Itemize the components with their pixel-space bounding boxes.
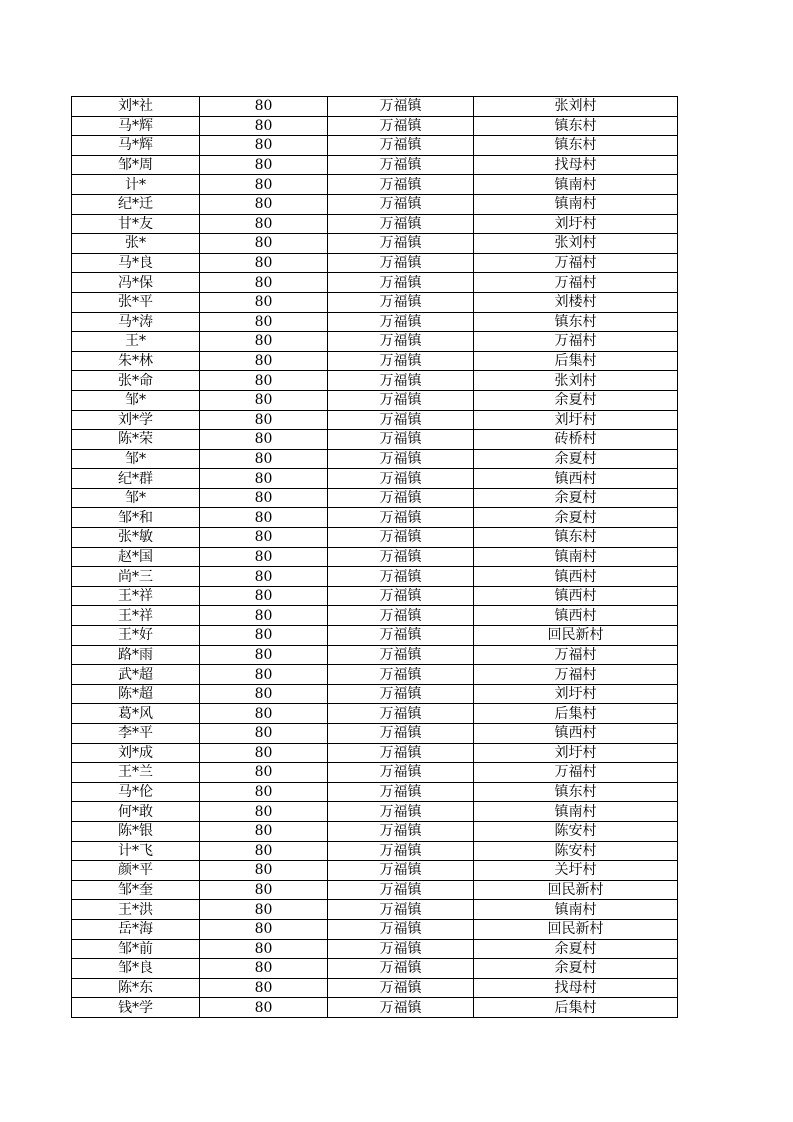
table-row xyxy=(72,763,678,783)
table-row xyxy=(72,978,678,998)
town-cell: 万福镇 xyxy=(328,528,474,548)
name-cell: 张*命 xyxy=(72,371,200,391)
amount-cell: 80 xyxy=(200,763,328,783)
village-cell: 回民新村 xyxy=(474,626,678,646)
village-cell: 镇南村 xyxy=(474,802,678,822)
name-cell: 马*辉 xyxy=(72,136,200,156)
village-cell: 刘圩村 xyxy=(474,214,678,234)
town-cell: 万福镇 xyxy=(328,292,474,312)
village-cell: 张刘村 xyxy=(474,234,678,254)
name-cell: 王* xyxy=(72,332,200,352)
name-cell: 王*祥 xyxy=(72,586,200,606)
village-cell: 万福村 xyxy=(474,273,678,293)
village-cell: 镇西村 xyxy=(474,469,678,489)
village-cell: 刘圩村 xyxy=(474,743,678,763)
town-cell: 万福镇 xyxy=(328,547,474,567)
amount-cell: 80 xyxy=(200,626,328,646)
name-cell: 刘*社 xyxy=(72,97,200,117)
table-row xyxy=(72,704,678,724)
amount-cell: 80 xyxy=(200,704,328,724)
table-row xyxy=(72,880,678,900)
town-cell: 万福镇 xyxy=(328,253,474,273)
name-cell: 路*雨 xyxy=(72,645,200,665)
table-row xyxy=(72,567,678,587)
village-cell: 张刘村 xyxy=(474,97,678,117)
town-cell: 万福镇 xyxy=(328,841,474,861)
village-cell: 镇南村 xyxy=(474,547,678,567)
town-cell: 万福镇 xyxy=(328,645,474,665)
table-row xyxy=(72,155,678,175)
village-cell: 余夏村 xyxy=(474,390,678,410)
town-cell: 万福镇 xyxy=(328,626,474,646)
table-row xyxy=(72,312,678,332)
village-cell: 刘圩村 xyxy=(474,410,678,430)
table-row xyxy=(72,430,678,450)
name-cell: 邹*和 xyxy=(72,508,200,528)
amount-cell: 80 xyxy=(200,292,328,312)
village-cell: 镇西村 xyxy=(474,724,678,744)
name-cell: 钱*学 xyxy=(72,998,200,1018)
table-row xyxy=(72,488,678,508)
name-cell: 邹* xyxy=(72,390,200,410)
amount-cell: 80 xyxy=(200,488,328,508)
amount-cell: 80 xyxy=(200,802,328,822)
name-cell: 马*伦 xyxy=(72,782,200,802)
town-cell: 万福镇 xyxy=(328,332,474,352)
village-cell: 刘圩村 xyxy=(474,684,678,704)
amount-cell: 80 xyxy=(200,214,328,234)
village-cell: 后集村 xyxy=(474,704,678,724)
amount-cell: 80 xyxy=(200,547,328,567)
town-cell: 万福镇 xyxy=(328,959,474,979)
name-cell: 王*祥 xyxy=(72,606,200,626)
village-cell: 镇西村 xyxy=(474,567,678,587)
town-cell: 万福镇 xyxy=(328,724,474,744)
amount-cell: 80 xyxy=(200,449,328,469)
town-cell: 万福镇 xyxy=(328,351,474,371)
town-cell: 万福镇 xyxy=(328,488,474,508)
table-row xyxy=(72,959,678,979)
amount-cell: 80 xyxy=(200,665,328,685)
table-row xyxy=(72,782,678,802)
name-cell: 马*良 xyxy=(72,253,200,273)
name-cell: 邹* xyxy=(72,449,200,469)
amount-cell: 80 xyxy=(200,567,328,587)
amount-cell: 80 xyxy=(200,332,328,352)
name-cell: 邹*奎 xyxy=(72,880,200,900)
town-cell: 万福镇 xyxy=(328,978,474,998)
name-cell: 邹*前 xyxy=(72,939,200,959)
town-cell: 万福镇 xyxy=(328,861,474,881)
town-cell: 万福镇 xyxy=(328,116,474,136)
village-cell: 镇南村 xyxy=(474,900,678,920)
town-cell: 万福镇 xyxy=(328,919,474,939)
table-row xyxy=(72,97,678,117)
town-cell: 万福镇 xyxy=(328,763,474,783)
amount-cell: 80 xyxy=(200,97,328,117)
name-cell: 邹*周 xyxy=(72,155,200,175)
town-cell: 万福镇 xyxy=(328,998,474,1018)
table-row xyxy=(72,528,678,548)
amount-cell: 80 xyxy=(200,959,328,979)
amount-cell: 80 xyxy=(200,939,328,959)
village-cell: 后集村 xyxy=(474,998,678,1018)
name-cell: 陈*东 xyxy=(72,978,200,998)
town-cell: 万福镇 xyxy=(328,939,474,959)
village-cell: 余夏村 xyxy=(474,488,678,508)
village-cell: 找母村 xyxy=(474,155,678,175)
table-body xyxy=(72,97,678,1018)
village-cell: 余夏村 xyxy=(474,939,678,959)
name-cell: 李*平 xyxy=(72,724,200,744)
town-cell: 万福镇 xyxy=(328,97,474,117)
town-cell: 万福镇 xyxy=(328,665,474,685)
amount-cell: 80 xyxy=(200,253,328,273)
name-cell: 赵*国 xyxy=(72,547,200,567)
village-cell: 镇南村 xyxy=(474,194,678,214)
town-cell: 万福镇 xyxy=(328,821,474,841)
village-cell: 万福村 xyxy=(474,332,678,352)
village-cell: 镇东村 xyxy=(474,312,678,332)
village-cell: 镇南村 xyxy=(474,175,678,195)
amount-cell: 80 xyxy=(200,743,328,763)
village-cell: 镇东村 xyxy=(474,528,678,548)
amount-cell: 80 xyxy=(200,194,328,214)
amount-cell: 80 xyxy=(200,136,328,156)
table-row xyxy=(72,234,678,254)
village-cell: 镇西村 xyxy=(474,606,678,626)
table-row xyxy=(72,136,678,156)
town-cell: 万福镇 xyxy=(328,567,474,587)
name-cell: 邹* xyxy=(72,488,200,508)
village-cell: 余夏村 xyxy=(474,959,678,979)
table-row xyxy=(72,390,678,410)
amount-cell: 80 xyxy=(200,998,328,1018)
village-cell: 刘楼村 xyxy=(474,292,678,312)
amount-cell: 80 xyxy=(200,861,328,881)
table-row xyxy=(72,292,678,312)
town-cell: 万福镇 xyxy=(328,430,474,450)
table-row xyxy=(72,175,678,195)
town-cell: 万福镇 xyxy=(328,586,474,606)
town-cell: 万福镇 xyxy=(328,234,474,254)
town-cell: 万福镇 xyxy=(328,371,474,391)
name-cell: 何*敢 xyxy=(72,802,200,822)
table-row xyxy=(72,821,678,841)
table-row xyxy=(72,351,678,371)
name-cell: 邹*良 xyxy=(72,959,200,979)
town-cell: 万福镇 xyxy=(328,743,474,763)
town-cell: 万福镇 xyxy=(328,704,474,724)
town-cell: 万福镇 xyxy=(328,684,474,704)
amount-cell: 80 xyxy=(200,978,328,998)
table-row xyxy=(72,743,678,763)
table-row xyxy=(72,410,678,430)
amount-cell: 80 xyxy=(200,430,328,450)
table-row xyxy=(72,802,678,822)
name-cell: 王*好 xyxy=(72,626,200,646)
village-cell: 关圩村 xyxy=(474,861,678,881)
amount-cell: 80 xyxy=(200,175,328,195)
amount-cell: 80 xyxy=(200,919,328,939)
village-cell: 陈安村 xyxy=(474,841,678,861)
table-row xyxy=(72,684,678,704)
name-cell: 纪*迁 xyxy=(72,194,200,214)
table-row xyxy=(72,469,678,489)
table-row xyxy=(72,371,678,391)
amount-cell: 80 xyxy=(200,528,328,548)
village-cell: 陈安村 xyxy=(474,821,678,841)
town-cell: 万福镇 xyxy=(328,782,474,802)
amount-cell: 80 xyxy=(200,841,328,861)
name-cell: 计*飞 xyxy=(72,841,200,861)
name-cell: 张*敏 xyxy=(72,528,200,548)
amount-cell: 80 xyxy=(200,273,328,293)
town-cell: 万福镇 xyxy=(328,390,474,410)
village-cell: 后集村 xyxy=(474,351,678,371)
amount-cell: 80 xyxy=(200,821,328,841)
amount-cell: 80 xyxy=(200,116,328,136)
name-cell: 马*涛 xyxy=(72,312,200,332)
amount-cell: 80 xyxy=(200,900,328,920)
name-cell: 武*超 xyxy=(72,665,200,685)
amount-cell: 80 xyxy=(200,155,328,175)
table-row xyxy=(72,998,678,1018)
town-cell: 万福镇 xyxy=(328,410,474,430)
town-cell: 万福镇 xyxy=(328,900,474,920)
table-row xyxy=(72,939,678,959)
table-row xyxy=(72,273,678,293)
name-cell: 葛*风 xyxy=(72,704,200,724)
amount-cell: 80 xyxy=(200,312,328,332)
village-cell: 镇东村 xyxy=(474,136,678,156)
table-row xyxy=(72,645,678,665)
table-row xyxy=(72,861,678,881)
name-cell: 计* xyxy=(72,175,200,195)
town-cell: 万福镇 xyxy=(328,802,474,822)
amount-cell: 80 xyxy=(200,390,328,410)
name-cell: 陈*超 xyxy=(72,684,200,704)
name-cell: 马*辉 xyxy=(72,116,200,136)
village-cell: 张刘村 xyxy=(474,371,678,391)
amount-cell: 80 xyxy=(200,782,328,802)
town-cell: 万福镇 xyxy=(328,214,474,234)
village-cell: 回民新村 xyxy=(474,880,678,900)
village-cell: 镇东村 xyxy=(474,116,678,136)
name-cell: 刘*学 xyxy=(72,410,200,430)
name-cell: 朱*林 xyxy=(72,351,200,371)
village-cell: 找母村 xyxy=(474,978,678,998)
name-cell: 颜*平 xyxy=(72,861,200,881)
village-cell: 砖桥村 xyxy=(474,430,678,450)
name-cell: 岳*海 xyxy=(72,919,200,939)
table-row xyxy=(72,194,678,214)
town-cell: 万福镇 xyxy=(328,880,474,900)
amount-cell: 80 xyxy=(200,469,328,489)
table-row xyxy=(72,724,678,744)
town-cell: 万福镇 xyxy=(328,312,474,332)
amount-cell: 80 xyxy=(200,586,328,606)
village-cell: 余夏村 xyxy=(474,449,678,469)
amount-cell: 80 xyxy=(200,645,328,665)
amount-cell: 80 xyxy=(200,880,328,900)
town-cell: 万福镇 xyxy=(328,508,474,528)
name-cell: 张*平 xyxy=(72,292,200,312)
table-row xyxy=(72,586,678,606)
village-cell: 回民新村 xyxy=(474,919,678,939)
name-cell: 冯*保 xyxy=(72,273,200,293)
village-cell: 余夏村 xyxy=(474,508,678,528)
table-row xyxy=(72,214,678,234)
name-cell: 刘*成 xyxy=(72,743,200,763)
amount-cell: 80 xyxy=(200,606,328,626)
name-cell: 张* xyxy=(72,234,200,254)
amount-cell: 80 xyxy=(200,724,328,744)
amount-cell: 80 xyxy=(200,371,328,391)
amount-cell: 80 xyxy=(200,508,328,528)
village-cell: 镇东村 xyxy=(474,782,678,802)
village-cell: 万福村 xyxy=(474,665,678,685)
table-row xyxy=(72,253,678,273)
name-cell: 陈*荣 xyxy=(72,430,200,450)
name-cell: 王*兰 xyxy=(72,763,200,783)
table-row xyxy=(72,841,678,861)
town-cell: 万福镇 xyxy=(328,273,474,293)
town-cell: 万福镇 xyxy=(328,136,474,156)
table-row xyxy=(72,332,678,352)
table-row xyxy=(72,547,678,567)
name-cell: 陈*银 xyxy=(72,821,200,841)
name-cell: 甘*友 xyxy=(72,214,200,234)
table-row xyxy=(72,900,678,920)
table-row xyxy=(72,116,678,136)
town-cell: 万福镇 xyxy=(328,155,474,175)
town-cell: 万福镇 xyxy=(328,175,474,195)
amount-cell: 80 xyxy=(200,234,328,254)
name-cell: 尚*三 xyxy=(72,567,200,587)
table-row xyxy=(72,449,678,469)
table-row xyxy=(72,626,678,646)
amount-cell: 80 xyxy=(200,410,328,430)
amount-cell: 80 xyxy=(200,684,328,704)
data-table xyxy=(71,96,678,1018)
amount-cell: 80 xyxy=(200,351,328,371)
village-cell: 镇西村 xyxy=(474,586,678,606)
village-cell: 万福村 xyxy=(474,253,678,273)
table-row xyxy=(72,508,678,528)
name-cell: 纪*群 xyxy=(72,469,200,489)
table-row xyxy=(72,606,678,626)
town-cell: 万福镇 xyxy=(328,469,474,489)
name-cell: 王*洪 xyxy=(72,900,200,920)
town-cell: 万福镇 xyxy=(328,606,474,626)
table-row xyxy=(72,919,678,939)
town-cell: 万福镇 xyxy=(328,194,474,214)
table-row xyxy=(72,665,678,685)
village-cell: 万福村 xyxy=(474,763,678,783)
village-cell: 万福村 xyxy=(474,645,678,665)
town-cell: 万福镇 xyxy=(328,449,474,469)
